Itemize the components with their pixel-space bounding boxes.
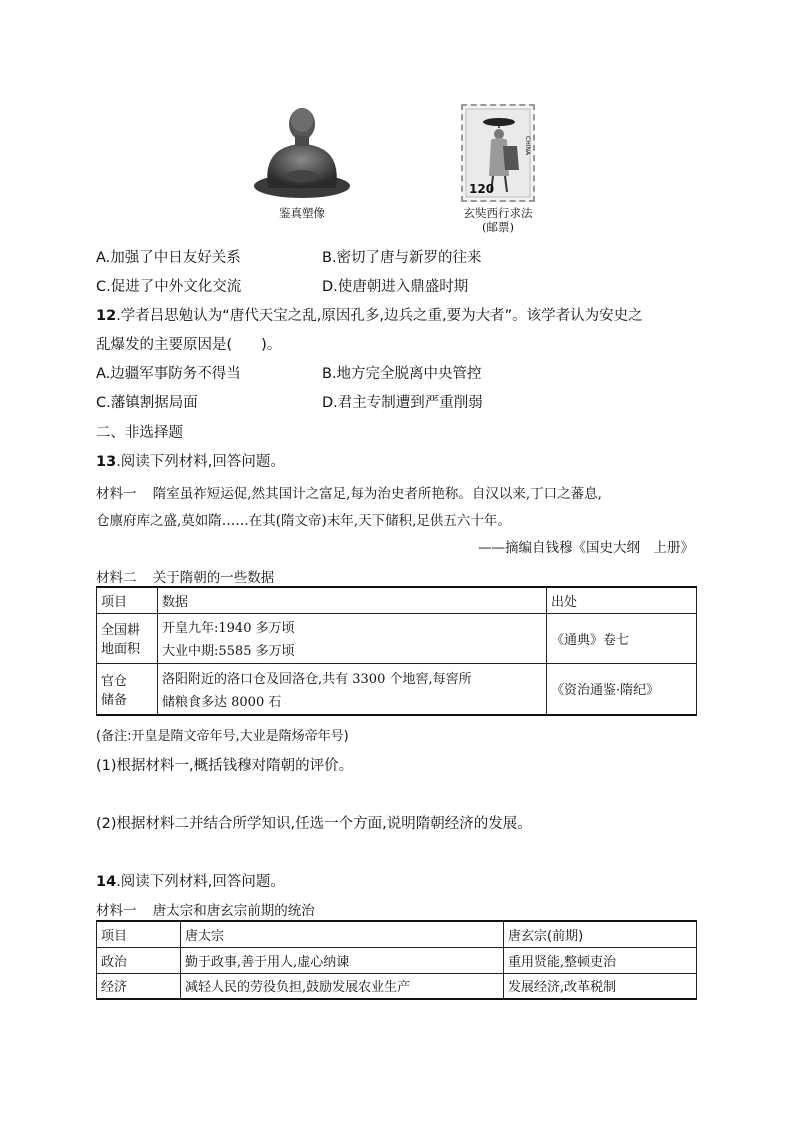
- table-row: [97, 973, 697, 999]
- table-row: [97, 613, 697, 663]
- stamp-country: CHINA: [524, 136, 531, 156]
- q13-material1-text2: 仓廪府库之盛,莫如隋……在其(隋文帝)末年,天下储积,足供五六十年。: [96, 513, 511, 529]
- q11-option-b: B.密切了唐与新罗的往来: [322, 250, 482, 266]
- q12-option-d: D.君主专制遭到严重削弱: [322, 395, 483, 411]
- q13-material2-title: 关于隋朝的一些数据: [152, 570, 275, 586]
- table-cell-source: 《资治通鉴·隋纪》: [547, 663, 697, 715]
- q11-option-a: A.加强了中日友好关系: [96, 250, 241, 266]
- q12-stem-line2: 乱爆发的主要原因是( )。: [96, 337, 282, 353]
- table-cell: 勤于政事,善于用人,虚心纳谏: [181, 947, 504, 973]
- table-cell: 减轻人民的劳役负担,鼓励发展农业生产: [181, 973, 504, 999]
- stamp-value: 120: [469, 182, 495, 196]
- q12-stem-line1: [96, 304, 643, 325]
- q12-number: 12: [96, 308, 117, 324]
- q13-material2-label: 材料二: [96, 570, 137, 586]
- q14-material1-heading: [96, 899, 315, 919]
- table-header-cell: 唐玄宗(前期): [504, 921, 697, 947]
- table-cell: 重用贤能,整顿吏治: [504, 947, 697, 973]
- statue-caption: 鉴真塑像: [279, 206, 325, 220]
- q14-stem-text: .阅读下列材料,回答问题。: [116, 874, 285, 890]
- q13-note: (备注:开皇是隋文帝年号,大业是隋炀帝年号): [96, 729, 349, 744]
- q13-material1-source: ——摘编自钱穆《国史大纲 上册》: [478, 540, 694, 556]
- table-cell-data: 开皇九年:1940 多万顷 大业中期:5585 多万顷: [158, 613, 547, 663]
- q14-number: 14: [96, 874, 117, 890]
- table-cell-item: 官仓 储备: [97, 663, 158, 715]
- q14-material1-label: 材料一: [96, 903, 137, 919]
- table-row: [97, 947, 697, 973]
- table-header-cell: 出处: [547, 587, 697, 613]
- q14-stem: [96, 870, 285, 891]
- q13-data-table: [96, 586, 697, 716]
- q13-material1-label: 材料一: [96, 486, 137, 502]
- table-header-cell: 项目: [97, 587, 158, 613]
- table-row: [97, 663, 697, 715]
- q13-stem: [96, 450, 285, 471]
- q13-subquestion-1: (1)根据材料一,概括钱穆对隋朝的评价。: [96, 758, 354, 774]
- table-cell: 发展经济,改革税制: [504, 973, 697, 999]
- stamp-caption-title: 玄奘西行求法: [463, 206, 533, 220]
- table-header-cell: 唐太宗: [181, 921, 504, 947]
- q12-option-c: C.藩镇割据局面: [96, 395, 198, 411]
- q11-option-c: C.促进了中外文化交流: [96, 279, 242, 295]
- q12-stem-text1: .学者吕思勉认为“唐代天宝之乱,原因孔多,边兵之重,要为大者”。该学者认为安史之: [116, 308, 643, 324]
- q14-material1-title: 唐太宗和唐玄宗前期的统治: [152, 903, 315, 919]
- q13-material1-text1: 隋室虽祚短运促,然其国计之富足,每为治史者所艳称。自汉以来,丁口之蕃息,: [152, 486, 602, 502]
- statue-figure: [250, 100, 354, 220]
- q12-option-a: A.边疆军事防务不得当: [96, 366, 241, 382]
- q13-material2-heading: [96, 566, 274, 586]
- table-header-row: [97, 921, 697, 947]
- q14-comparison-table: [96, 920, 697, 1000]
- q13-stem-text: .阅读下列材料,回答问题。: [116, 454, 285, 470]
- table-cell-source: 《通典》卷七: [547, 613, 697, 663]
- table-header-cell: 数据: [158, 587, 547, 613]
- q11-option-d: D.使唐朝进入鼎盛时期: [322, 279, 469, 295]
- table-header-cell: 项目: [97, 921, 181, 947]
- q13-subquestion-2: (2)根据材料二并结合所学知识,任选一个方面,说明隋朝经济的发展。: [96, 816, 532, 832]
- stamp-figure: [452, 104, 544, 234]
- stamp-image: [461, 104, 535, 202]
- stamp-caption-note: (邮票): [482, 220, 514, 234]
- table-cell: 经济: [97, 973, 181, 999]
- q13-number: 13: [96, 454, 117, 470]
- table-cell-data: 洛阳附近的洛口仓及回洛仓,共有 3300 个地窖,每窖所 储粮食多达 8000 石: [158, 663, 547, 715]
- table-cell-item: 全国耕 地面积: [97, 613, 158, 663]
- jianzhen-statue-image: [250, 100, 354, 200]
- q13-material1-line1: [96, 482, 602, 502]
- section-heading: 二、非选择题: [96, 425, 183, 441]
- table-header-row: [97, 587, 697, 613]
- table-cell: 政治: [97, 947, 181, 973]
- q12-option-b: B.地方完全脱离中央管控: [322, 366, 482, 382]
